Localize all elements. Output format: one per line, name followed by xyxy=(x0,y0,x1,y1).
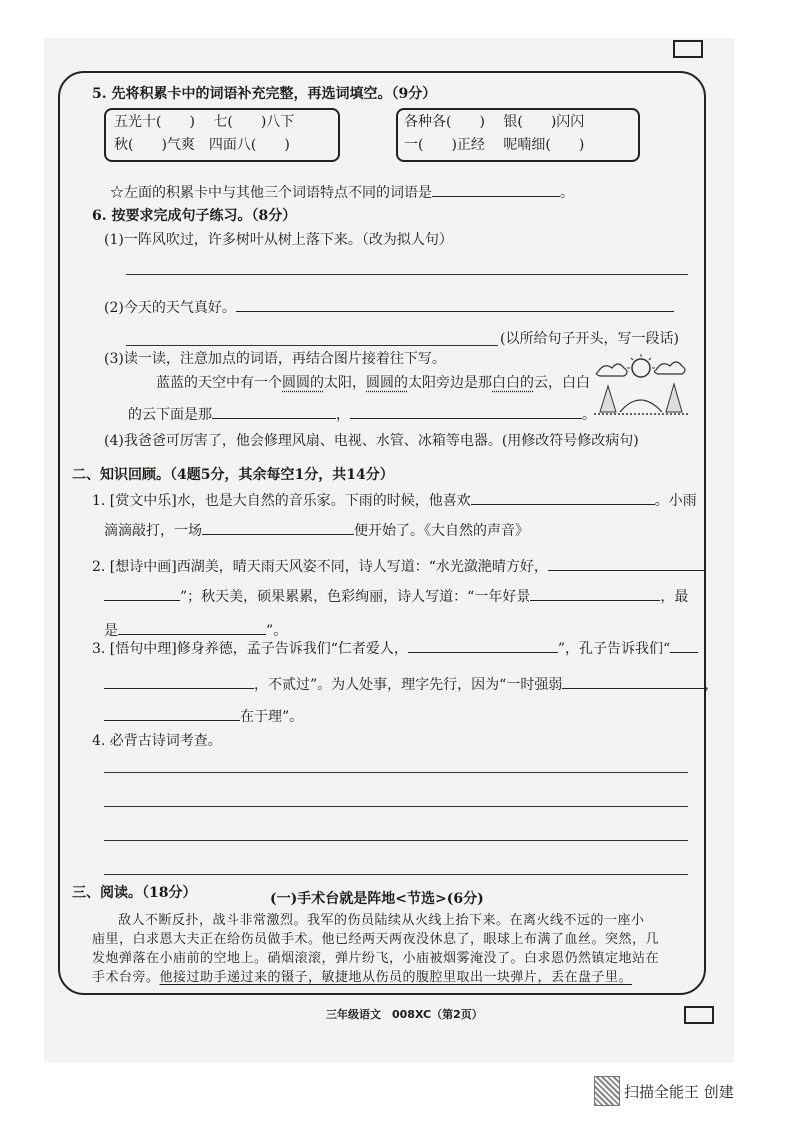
answer-line[interactable] xyxy=(104,772,688,773)
text: ，不贰过”。为人处事，理字先行，因为“一时强弱 xyxy=(254,677,563,693)
answer-line[interactable] xyxy=(126,274,688,275)
dotted-word: 白白的 xyxy=(492,375,534,391)
q6-title: 6. 按要求完成句子练习。（8分） xyxy=(92,208,297,224)
text: 滴滴敲打，一场 xyxy=(104,523,202,539)
sec2-q1-line2 xyxy=(104,520,529,540)
text: 3. [悟句中理]修身养德，孟子告诉我们“仁者爱人， xyxy=(92,641,408,657)
q6-s2-end: (以所给句子开头，写一段话) xyxy=(500,331,679,347)
underlined-sentence: 他接过助手递过来的镊子，敏捷地从伤员的腹腔里取出一块弹片，丢在盘子里。 xyxy=(159,970,633,985)
text: 手术台旁。 xyxy=(92,970,160,985)
q6-s4: (4)我爸爸可厉害了，他会修理风扇、电视、水管、冰箱等电器。(用修改符号修改病句) xyxy=(104,433,639,449)
sec2-q2-line1 xyxy=(92,556,706,576)
score-box-bottom xyxy=(684,1006,714,1024)
scanner-logo xyxy=(594,1076,620,1106)
q6-s3-line2 xyxy=(128,404,596,424)
card-left-row2: 秋( )气爽 四面八( ) xyxy=(114,137,290,153)
text: 1. [赏文中乐]水，也是大自然的音乐家。下雨的时候，他喜欢 xyxy=(92,493,471,509)
answer-blank[interactable] xyxy=(471,490,655,505)
passage-title: (一)手术台就是阵地<节选>(6分) xyxy=(270,891,484,907)
card-right-row2: 一( )正经 呢喃细( ) xyxy=(404,137,585,153)
answer-blank[interactable] xyxy=(548,556,706,571)
text: 蓝蓝的天空中有一个 xyxy=(156,375,282,391)
passage-line-4 xyxy=(92,969,632,987)
passage-line-2: 庙里，白求恩大夫正在给伤员做手术。他已经两天两夜没休息了，眼球上布满了血丝。突然，几 xyxy=(92,932,660,947)
text: 太阳， xyxy=(324,375,366,391)
q6-s2-line xyxy=(104,297,674,317)
passage-line-1: 敌人不断反扑，战斗非常激烈。我军的伤员陆续从火线上抬下来。在离火线不远的一座小 xyxy=(118,913,645,928)
text: 便开始了。《大自然的声音》 xyxy=(354,523,529,539)
answer-blank[interactable] xyxy=(408,638,558,653)
answer-blank[interactable] xyxy=(670,638,698,653)
card-left-row1: 五光十( ) 七( )八下 xyxy=(114,114,295,130)
q5-star-line xyxy=(110,182,574,202)
text: 。小雨 xyxy=(654,493,697,509)
answer-blank[interactable] xyxy=(432,182,560,197)
answer-blank[interactable] xyxy=(530,586,660,601)
text: 是 xyxy=(104,623,118,639)
card-right-row1: 各种各( ) 银( )闪闪 xyxy=(404,114,585,130)
passage-line-3: 发炮弹落在小庙前的空地上。硝烟滚滚，弹片纷飞，小庙被烟雾淹没了。白求恩仍然镇定地站在 xyxy=(92,951,660,966)
text: 云，白白 xyxy=(534,375,590,391)
sun-cloud-picture xyxy=(592,352,690,420)
sec3-title: 三、阅读。（18分） xyxy=(72,885,197,901)
text: ”，孔子告诉我们“ xyxy=(557,641,671,657)
punct: 。 xyxy=(582,407,596,423)
answer-blank[interactable] xyxy=(212,404,336,419)
answer-line[interactable] xyxy=(104,840,688,841)
answer-blank[interactable] xyxy=(104,674,254,689)
text: ，最 xyxy=(660,589,689,605)
dotted-word: 圆圆的 xyxy=(282,375,324,391)
answer-line[interactable] xyxy=(104,874,688,875)
text: ”。 xyxy=(266,623,288,639)
sec2-q3-line3 xyxy=(104,706,303,726)
answer-line[interactable] xyxy=(104,806,688,807)
q6-s3-line1 xyxy=(156,374,590,392)
text: 的云下面是那 xyxy=(128,407,212,423)
star-prompt: ☆左面的积累卡中与其他三个词语特点不同的词语是 xyxy=(110,185,432,201)
answer-blank[interactable] xyxy=(562,674,704,689)
answer-blank[interactable] xyxy=(350,404,582,419)
text: 太阳旁边是那 xyxy=(408,375,492,391)
text: ”；秋天美，硕果累累，色彩绚丽，诗人写道：“一年好景 xyxy=(180,589,531,605)
sec2-q2-line2 xyxy=(104,586,688,606)
text: ， xyxy=(704,677,719,693)
answer-blank[interactable] xyxy=(118,620,266,635)
punct: 。 xyxy=(560,185,574,201)
sec2-q4: 4. 必背古诗词考查。 xyxy=(92,733,222,749)
q6-s2: (2)今天的天气真好。 xyxy=(104,300,236,316)
scanner-watermark: 扫描全能王 创建 xyxy=(624,1083,734,1101)
answer-blank[interactable] xyxy=(236,297,674,312)
dotted-word: 圆圆的 xyxy=(366,375,408,391)
score-box-top xyxy=(673,40,703,58)
sec2-q3-line1 xyxy=(92,638,698,658)
sec2-q1-line1 xyxy=(92,490,697,510)
answer-blank[interactable] xyxy=(104,706,240,721)
sec2-title: 二、知识回顾。（4题5分，其余每空1分，共14分） xyxy=(72,467,394,483)
text: 在于理”。 xyxy=(240,709,304,725)
q6-s1: (1)一阵风吹过，许多树叶从树上落下来。（改为拟人句） xyxy=(104,232,453,248)
text: 2. [想诗中画]西湖美，晴天雨天风姿不同，诗人写道：“水光潋滟晴方好， xyxy=(92,559,548,575)
page-footer: 三年级语文 008XC（第2页） xyxy=(326,1008,483,1021)
punct: ， xyxy=(336,407,350,423)
answer-line[interactable] xyxy=(126,345,498,346)
q5-title: 5. 先将积累卡中的词语补充完整，再选词填空。（9分） xyxy=(92,86,437,102)
answer-blank[interactable] xyxy=(202,520,354,535)
sec2-q3-line2 xyxy=(104,674,718,694)
q6-s3: (3)读一读，注意加点的词语，再结合图片接着往下写。 xyxy=(104,351,446,367)
sec2-q2-line3 xyxy=(104,620,287,640)
answer-blank[interactable] xyxy=(104,586,180,601)
